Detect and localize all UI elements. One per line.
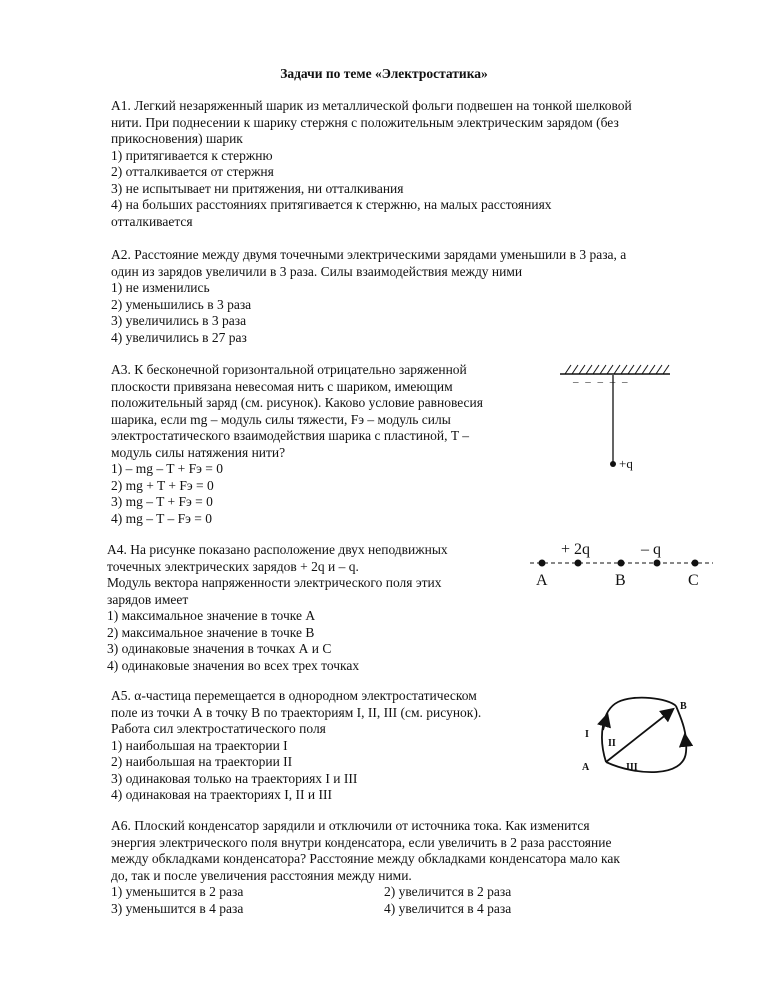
text-line: поле из точки А в точку В по траекториям I, II, III (см. рисунок). bbox=[111, 704, 482, 720]
text-line: Работа сил электростатического поля bbox=[111, 721, 326, 736]
point-b-label: B bbox=[680, 701, 687, 712]
path-i-label: I bbox=[585, 729, 589, 740]
answer-option: 3) mg – T + Fэ = 0 bbox=[111, 494, 213, 509]
answer-option: 2) увеличится в 2 раза bbox=[384, 884, 512, 899]
answer-option: 1) наибольшая на траектории I bbox=[111, 737, 288, 753]
charge-minus-q-dot bbox=[654, 560, 661, 567]
answer-option: 1) максимальное значение в точке А bbox=[107, 608, 316, 623]
answer-option: 1) притягивается к стержню bbox=[111, 147, 273, 163]
path-ii-label: II bbox=[608, 738, 616, 749]
problem-a3 bbox=[111, 362, 483, 527]
problem-a6 bbox=[111, 818, 620, 917]
text-line: А4. На рисунке показано расположение двух неподвижных bbox=[107, 542, 448, 557]
charge-plus-2q-label: + 2q bbox=[561, 541, 591, 558]
point-b-label: B bbox=[615, 572, 626, 589]
trajectory-iii-arrow bbox=[685, 736, 686, 746]
a4-figure bbox=[525, 535, 720, 591]
text-line: отталкивается bbox=[111, 213, 193, 229]
charge-plus-2q-dot bbox=[575, 560, 582, 567]
text-line: модуль силы натяжения нити? bbox=[111, 444, 286, 460]
point-c-label: C bbox=[688, 572, 699, 589]
options-row bbox=[111, 884, 620, 901]
answer-option: 2) наибольшая на траектории II bbox=[111, 754, 293, 769]
options-row bbox=[111, 901, 620, 918]
trajectory-iii bbox=[606, 706, 686, 772]
answer-option: 3) одинаковые значения в точках А и С bbox=[107, 641, 332, 656]
a3-figure bbox=[555, 360, 675, 478]
text-line: электростатического взаимодействия шарика с пластиной, T – bbox=[111, 428, 470, 443]
text-line: прикосновения) шарик bbox=[111, 131, 243, 146]
answer-option: 2) уменьшились в 3 раза bbox=[111, 296, 252, 312]
answer-option: 4) увеличились в 27 раз bbox=[111, 329, 247, 345]
trajectory-ii bbox=[606, 710, 672, 762]
charge-minus-q-label: – q bbox=[641, 541, 661, 558]
trajectory-i bbox=[602, 698, 676, 762]
answer-option: 3) не испытывает ни притяжения, ни отталкивания bbox=[111, 180, 404, 196]
page-title: Задачи по теме «Электростатика» bbox=[280, 66, 488, 81]
answer-option: 4) одинаковые значения во всех трех точках bbox=[107, 657, 360, 673]
text-line: положительный заряд (см. рисунок). Каково условие равновесия bbox=[111, 395, 483, 410]
answer-option: 4) mg – T – Fэ = 0 bbox=[111, 510, 213, 526]
answer-option: 2) максимальное значение в точке В bbox=[107, 624, 315, 640]
text-line: шарика, если mg – модуль силы тяжести, Fэ – модуль силы bbox=[111, 411, 451, 427]
a5-figure bbox=[576, 692, 700, 784]
text-line: один из зарядов увеличили в 3 раза. Силы взаимодействия между ними bbox=[111, 263, 523, 279]
text-line: точечных электрических зарядов + 2q и – q. bbox=[107, 558, 359, 574]
point-a-label: A bbox=[582, 762, 590, 773]
text-line: зарядов имеет bbox=[107, 591, 189, 607]
answer-option: 4) на больших расстояниях притягивается к стержню, на малых расстояниях bbox=[111, 197, 552, 212]
answer-option: 3) увеличились в 3 раза bbox=[111, 313, 247, 328]
text-line: нити. При поднесении к шарику стержня с положительным электрическим зарядом (без bbox=[111, 114, 619, 130]
problem-a1 bbox=[111, 98, 632, 230]
point-b-dot bbox=[618, 560, 625, 567]
plane-hatching bbox=[565, 365, 669, 374]
text-line: А3. К бесконечной горизонтальной отрицательно заряженной bbox=[111, 362, 467, 377]
problem-a4 bbox=[107, 542, 448, 674]
text-line: до, так и после увеличения расстояния между ними. bbox=[111, 867, 412, 883]
negative-charge-signs: – – – – – bbox=[573, 376, 630, 388]
answer-option: 3) уменьшится в 4 раза bbox=[111, 900, 244, 916]
answer-option: 1) не изменились bbox=[111, 280, 210, 295]
problem-a5 bbox=[111, 688, 481, 804]
answer-option: 1) уменьшится в 2 раза bbox=[111, 884, 244, 899]
text-line: А5. α-частица перемещается в однородном электростатическом bbox=[111, 688, 477, 703]
charged-ball bbox=[610, 461, 616, 467]
text-line: Модуль вектора напряженности электрического поля этих bbox=[107, 575, 442, 590]
answer-option: 3) одинаковая только на траекториях I и III bbox=[111, 770, 358, 786]
point-c-dot bbox=[692, 560, 699, 567]
text-line: А2. Расстояние между двумя точечными электрическими зарядами уменьшили в 3 раза, а bbox=[111, 247, 627, 262]
text-line: между обкладками конденсатора? Расстояние между обкладками конденсатора мало как bbox=[111, 851, 620, 866]
text-line: А6. Плоский конденсатор зарядили и отключили от источника тока. Как изменится bbox=[111, 818, 590, 833]
answer-option: 4) одинаковая на траекториях I, II и III bbox=[111, 787, 332, 802]
answer-option: 2) mg + T + Fэ = 0 bbox=[111, 477, 214, 493]
point-a-dot bbox=[539, 560, 546, 567]
ball-charge-label: +q bbox=[619, 456, 633, 471]
problem-a2 bbox=[111, 247, 626, 346]
answer-option: 2) отталкивается от стержня bbox=[111, 164, 274, 179]
text-line: энергия электрического поля внутри конденсатора, если увеличить в 2 раза расстояние bbox=[111, 834, 612, 850]
text-line: А1. Легкий незаряженный шарик из металлической фольги подвешен на тонкой шелковой bbox=[111, 98, 632, 113]
answer-option: 4) увеличится в 4 раза bbox=[384, 900, 512, 916]
point-a-label: A bbox=[536, 572, 548, 589]
path-iii-label: III bbox=[626, 762, 638, 773]
text-line: плоскости привязана невесомая нить с шариком, имеющим bbox=[111, 378, 453, 394]
answer-option: 1) – mg – T + Fэ = 0 bbox=[111, 461, 224, 476]
